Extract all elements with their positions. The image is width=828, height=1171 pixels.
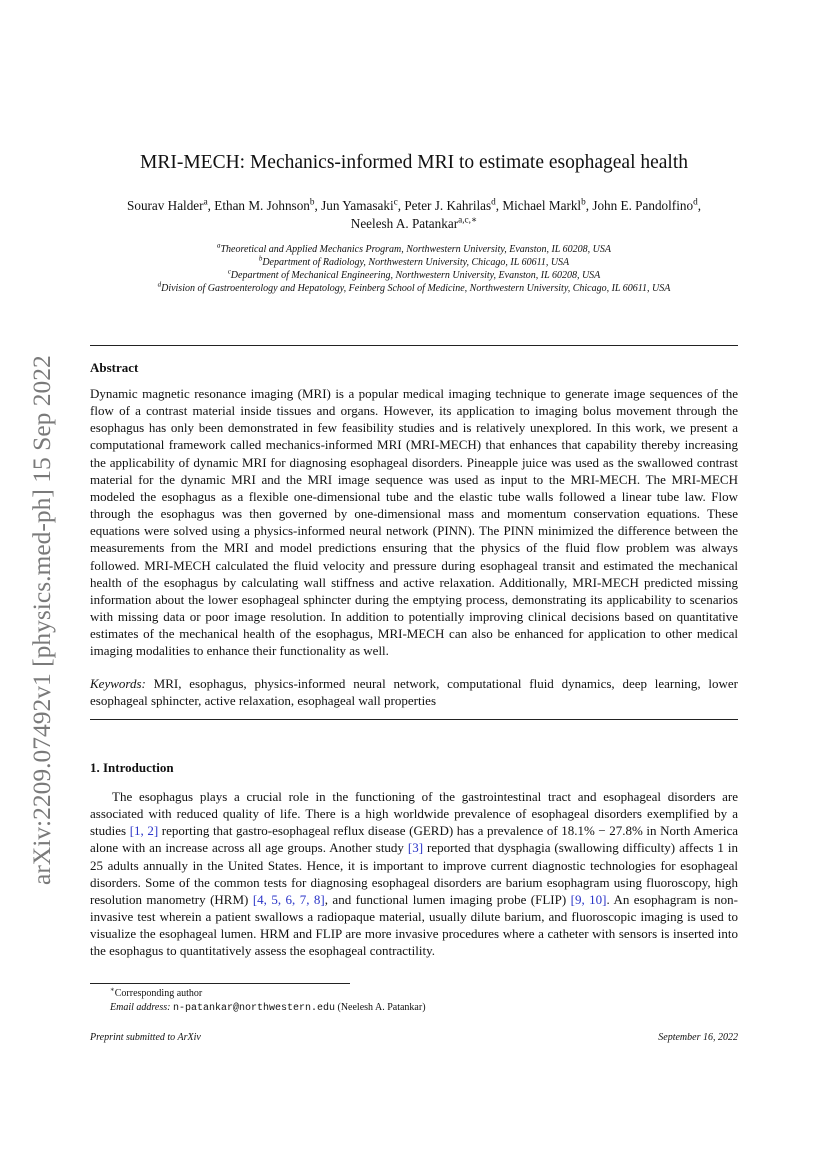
affiliation-mark: b xyxy=(258,254,263,263)
paper-title: MRI-MECH: Mechanics-informed MRI to estimate esophageal health xyxy=(139,152,689,173)
author-name: Peter J. Kahrilas xyxy=(404,198,492,213)
footnote-rule xyxy=(90,983,350,984)
abstract-bottom-rule xyxy=(90,719,738,720)
author-affil-mark: b xyxy=(581,196,586,207)
author-affil-mark: d xyxy=(491,196,496,207)
footer-date: September 16, 2022 xyxy=(658,1032,738,1043)
keywords xyxy=(90,675,738,709)
intro-text: reported that dysphagia (swallowing difficulty) affects 1 in 25 adults annually in the United States. Hence, it is important to improve current diagnostic technologies for esophageal disorders. Some of the common tests for diagnosing esophageal disorders are barium esophagram using fluoroscopy, high resolution manometry (HRM) xyxy=(90,840,739,907)
author-list: Sourav Halder$^a$, Ethan M. Johnson$^b$, Jun Yamasaki$^c$, Peter J. Kahrilas$^d$, Michael Markl$^b$, John E. Pandolfino$^d$, Neelesh A. Patankar$^{a,c,∗}$ xyxy=(127,196,701,231)
affiliation xyxy=(90,243,738,256)
affiliation xyxy=(90,282,738,295)
author-affil-mark: c xyxy=(393,196,398,207)
footnote xyxy=(110,987,426,1016)
affiliation-mark: a xyxy=(216,241,221,250)
abstract-top-rule xyxy=(90,345,738,346)
citation-link[interactable]: [3] xyxy=(407,840,424,856)
citation-link[interactable]: [4, 5, 6, 7, 8] xyxy=(252,891,325,907)
author-name: Ethan M. Johnson xyxy=(214,198,310,213)
citation-link[interactable]: [9, 10] xyxy=(570,891,607,907)
intro-text: reporting that gastro-esophageal reflux disease (GERD) has a prevalence of 18.1% − 27.8% in North America alone with an increase across all age groups. Another study xyxy=(90,823,738,856)
abstract-text: Dynamic magnetic resonance imaging (MRI) is a popular medical imaging technique to generate image sequences of the flow of a contrast material inside tissues and organs. However, its application to imaging bolus movement through the esophagus has only been demonstrated in few feasibility studies and is relatively unexplored. In this work, we present a computational framework called mechanics-informed MRI (MRI-MECH) that enhances that capability thereby increasing the applicability of dynamic MRI for diagnosing esophageal disorders. Pineapple juice was used as the swallowed contrast material for the dynamic MRI and the MRI image sequence was used as input to the MRI-MECH. The MRI-MECH modeled the esophagus as a flexible one-dimensional tube and the elastic tube walls followed a linear tube law. Flow through the esophagus was then governed by one-dimensional mass and momentum conservation equations. These equations were solved using a physics-informed neural network (PINN). The PINN minimized the difference between the measurements from the MRI and model predictions ensuring that the physics of the fluid flow problem was always followed. MRI-MECH calculated the fluid velocity and pressure during esophageal transit and estimated the mechanical health of the esophagus by calculating wall stiffness and active relaxation. Additionally, MRI-MECH predicted missing information about the lower esophageal sphincter during the emptying process, demonstrating its applicability to scenarios with missing data or poor image resolution. In addition to potentially improving clinical decisions based on quantitative estimates of the mechanical health of the esophagus, MRI-MECH can also be enhanced for application to other medical imaging modalities to enhance their functionality as well. xyxy=(90,386,738,659)
footer-preprint-note: Preprint submitted to ArXiv xyxy=(90,1032,201,1043)
footnote-corresponding xyxy=(110,987,426,1001)
citation-link[interactable]: [1, 2] xyxy=(129,823,159,839)
author-name: Jun Yamasaki xyxy=(321,198,394,213)
footnote-mark: ∗ xyxy=(110,985,115,994)
affiliation-text: Theoretical and Applied Mechanics Program, Northwestern University, Evanston, IL 60208, USA xyxy=(220,244,612,255)
author-name: Michael Markl xyxy=(502,198,582,213)
introduction-paragraph xyxy=(90,788,738,960)
intro-text: The esophagus plays a crucial role in the functioning of the gastrointestinal tract and esophageal disorders are associated with reduced quality of life. There is a high worldwide prevalence of esophageal disorders exemplified by a studies xyxy=(90,789,738,839)
affiliation-mark: c xyxy=(227,267,231,276)
keywords-text: MRI, esophagus, physics-informed neural network, computational fluid dynamics, deep learning, lower esophageal sphincter, active relaxation, esophageal wall properties xyxy=(90,676,739,709)
author-name: Neelesh A. Patankar xyxy=(350,216,459,231)
abstract-heading: Abstract xyxy=(90,360,139,375)
email-owner: (Neelesh A. Patankar) xyxy=(337,1002,426,1013)
arxiv-identifier-stamp: arXiv:2209.07492v1 [physics.med-ph] 15 Sep 2022 xyxy=(27,355,56,885)
author-affil-mark: d xyxy=(693,196,698,207)
affiliation xyxy=(90,269,738,282)
email-label: Email address: xyxy=(110,1002,171,1013)
email-link[interactable]: n-patankar@northwestern.edu xyxy=(172,1003,335,1014)
affiliation-text: Department of Radiology, Northwestern University, Chicago, IL 60611, USA xyxy=(262,257,570,268)
author-name: Sourav Halder xyxy=(127,198,204,213)
affiliation-text: Division of Gastroenterology and Hepatology, Feinberg School of Medicine, Northwestern University, Chicago, IL 60611, USA xyxy=(161,283,671,294)
author-affil-mark: a xyxy=(203,196,208,207)
author-affil-mark: a,c,∗ xyxy=(458,214,478,225)
section-heading-introduction: 1. Introduction xyxy=(90,760,174,775)
footnote-corresponding-text: Corresponding author xyxy=(114,988,203,999)
intro-text: , and functional lumen imaging probe (FLIP) xyxy=(324,891,571,907)
intro-text: . An esophagram is non-invasive test wherein a patient swallows a radiopaque material, usually dilute barium, and fluoroscopic imaging is used to visualize the esophageal lumen. HRM and FLIP are more invasive procedures where a catheter with sensors is inserted into the esophagus to quantitatively assess the esophageal contractility. xyxy=(90,891,738,959)
author-name: John E. Pandolfino xyxy=(592,198,694,213)
keywords-label: Keywords: xyxy=(90,676,146,691)
affiliation-text: Department of Mechanical Engineering, Northwestern University, Evanston, IL 60208, USA xyxy=(230,270,601,281)
footnote-email-line xyxy=(110,1001,426,1016)
author-affil-mark: b xyxy=(309,196,315,207)
affiliation-list xyxy=(90,243,738,295)
affiliation-mark: d xyxy=(157,280,162,289)
affiliation xyxy=(90,256,738,269)
